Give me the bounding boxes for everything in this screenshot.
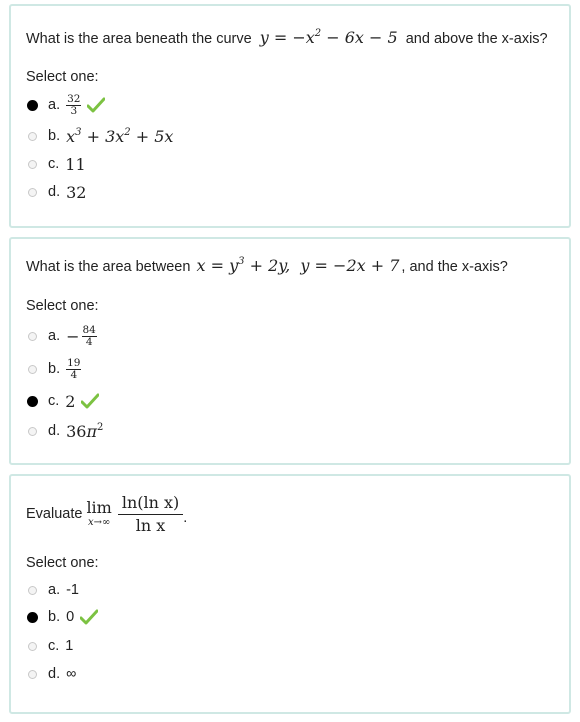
question-prompt: What is the area between xyxy=(26,259,191,275)
option-value: ∞ xyxy=(66,666,77,682)
fraction-value: $\frac{84}{4}$ xyxy=(82,323,96,348)
select-one-label: Select one: xyxy=(26,69,99,85)
option-value: 32 xyxy=(66,182,87,202)
radio-selected[interactable] xyxy=(27,396,38,407)
fraction-value: $\frac{32}{3}$ xyxy=(67,92,81,117)
radio-button[interactable] xyxy=(28,365,37,374)
question-prompt: Evaluate xyxy=(26,506,83,522)
radio-button[interactable] xyxy=(28,670,37,679)
question-text: What is the area between $x = y^3 + 2y$, y = −2x + 7 , and the x-axis? xyxy=(26,256,508,275)
limit-expression: lim x→∞ xyxy=(86,498,112,528)
equation: $y = -x^2 - 6x - 5$ xyxy=(259,28,398,47)
option-c[interactable]: c. 2 xyxy=(26,388,99,414)
option-a[interactable]: a. − $\frac{84}{4}$ xyxy=(26,323,97,349)
question-prompt-end: and the x-axis? xyxy=(409,259,508,275)
radio-button[interactable] xyxy=(28,642,37,651)
fraction-value: $\frac{19}{4}$ xyxy=(67,356,81,381)
option-value: 1 xyxy=(65,638,74,654)
option-c[interactable]: c. 1 xyxy=(26,633,73,659)
option-b[interactable]: b. $x^3 + 3x^2 + 5x$ xyxy=(26,123,173,149)
question-card-1 xyxy=(9,4,571,228)
option-value: 2 xyxy=(65,391,76,411)
option-a[interactable]: a. -1 xyxy=(26,577,79,603)
option-c[interactable]: c. 11 xyxy=(26,151,86,177)
question-text: Evaluate lim x→∞ $\frac{\text{ln(ln x)}}{\text{ln x}}$ . xyxy=(26,492,188,535)
question-card-2 xyxy=(9,237,571,465)
question-prompt-end: and above the x-axis? xyxy=(405,31,548,47)
radio-button[interactable] xyxy=(28,132,37,141)
option-d[interactable]: d. ∞ xyxy=(26,661,76,687)
option-d[interactable]: d. $36\pi^2$ xyxy=(26,418,103,444)
option-value: $x^3 + 3x^2 + 5x$ xyxy=(66,126,174,146)
option-value: $36\pi^2$ xyxy=(66,421,104,441)
checkmark-icon xyxy=(87,97,105,113)
option-b[interactable]: b. 0 xyxy=(26,604,98,630)
option-value: 0 xyxy=(66,609,75,625)
option-value: -1 xyxy=(66,582,79,598)
select-one-label: Select one: xyxy=(26,298,99,314)
checkmark-icon xyxy=(80,609,98,625)
select-one-label: Select one: xyxy=(26,555,99,571)
radio-selected[interactable] xyxy=(27,100,38,111)
option-b[interactable]: b. $\frac{19}{4}$ xyxy=(26,356,81,382)
option-value: 11 xyxy=(65,154,86,174)
radio-button[interactable] xyxy=(28,160,37,169)
radio-button[interactable] xyxy=(28,188,37,197)
radio-button[interactable] xyxy=(28,427,37,436)
radio-button[interactable] xyxy=(28,332,37,341)
radio-selected[interactable] xyxy=(27,612,38,623)
question-prompt: What is the area beneath the curve xyxy=(26,31,252,47)
limit-fraction: $\frac{\text{ln(ln x)}}{\text{ln x}}$ xyxy=(118,492,183,537)
equation: $x = y^3 + 2y$, y = −2x + 7 xyxy=(196,256,400,275)
radio-button[interactable] xyxy=(28,586,37,595)
option-a[interactable]: a. $\frac{32}{3}$ xyxy=(26,92,105,118)
option-d[interactable]: d. 32 xyxy=(26,179,86,205)
checkmark-icon xyxy=(81,393,99,409)
question-text xyxy=(26,28,559,49)
question-card-3 xyxy=(9,474,571,714)
